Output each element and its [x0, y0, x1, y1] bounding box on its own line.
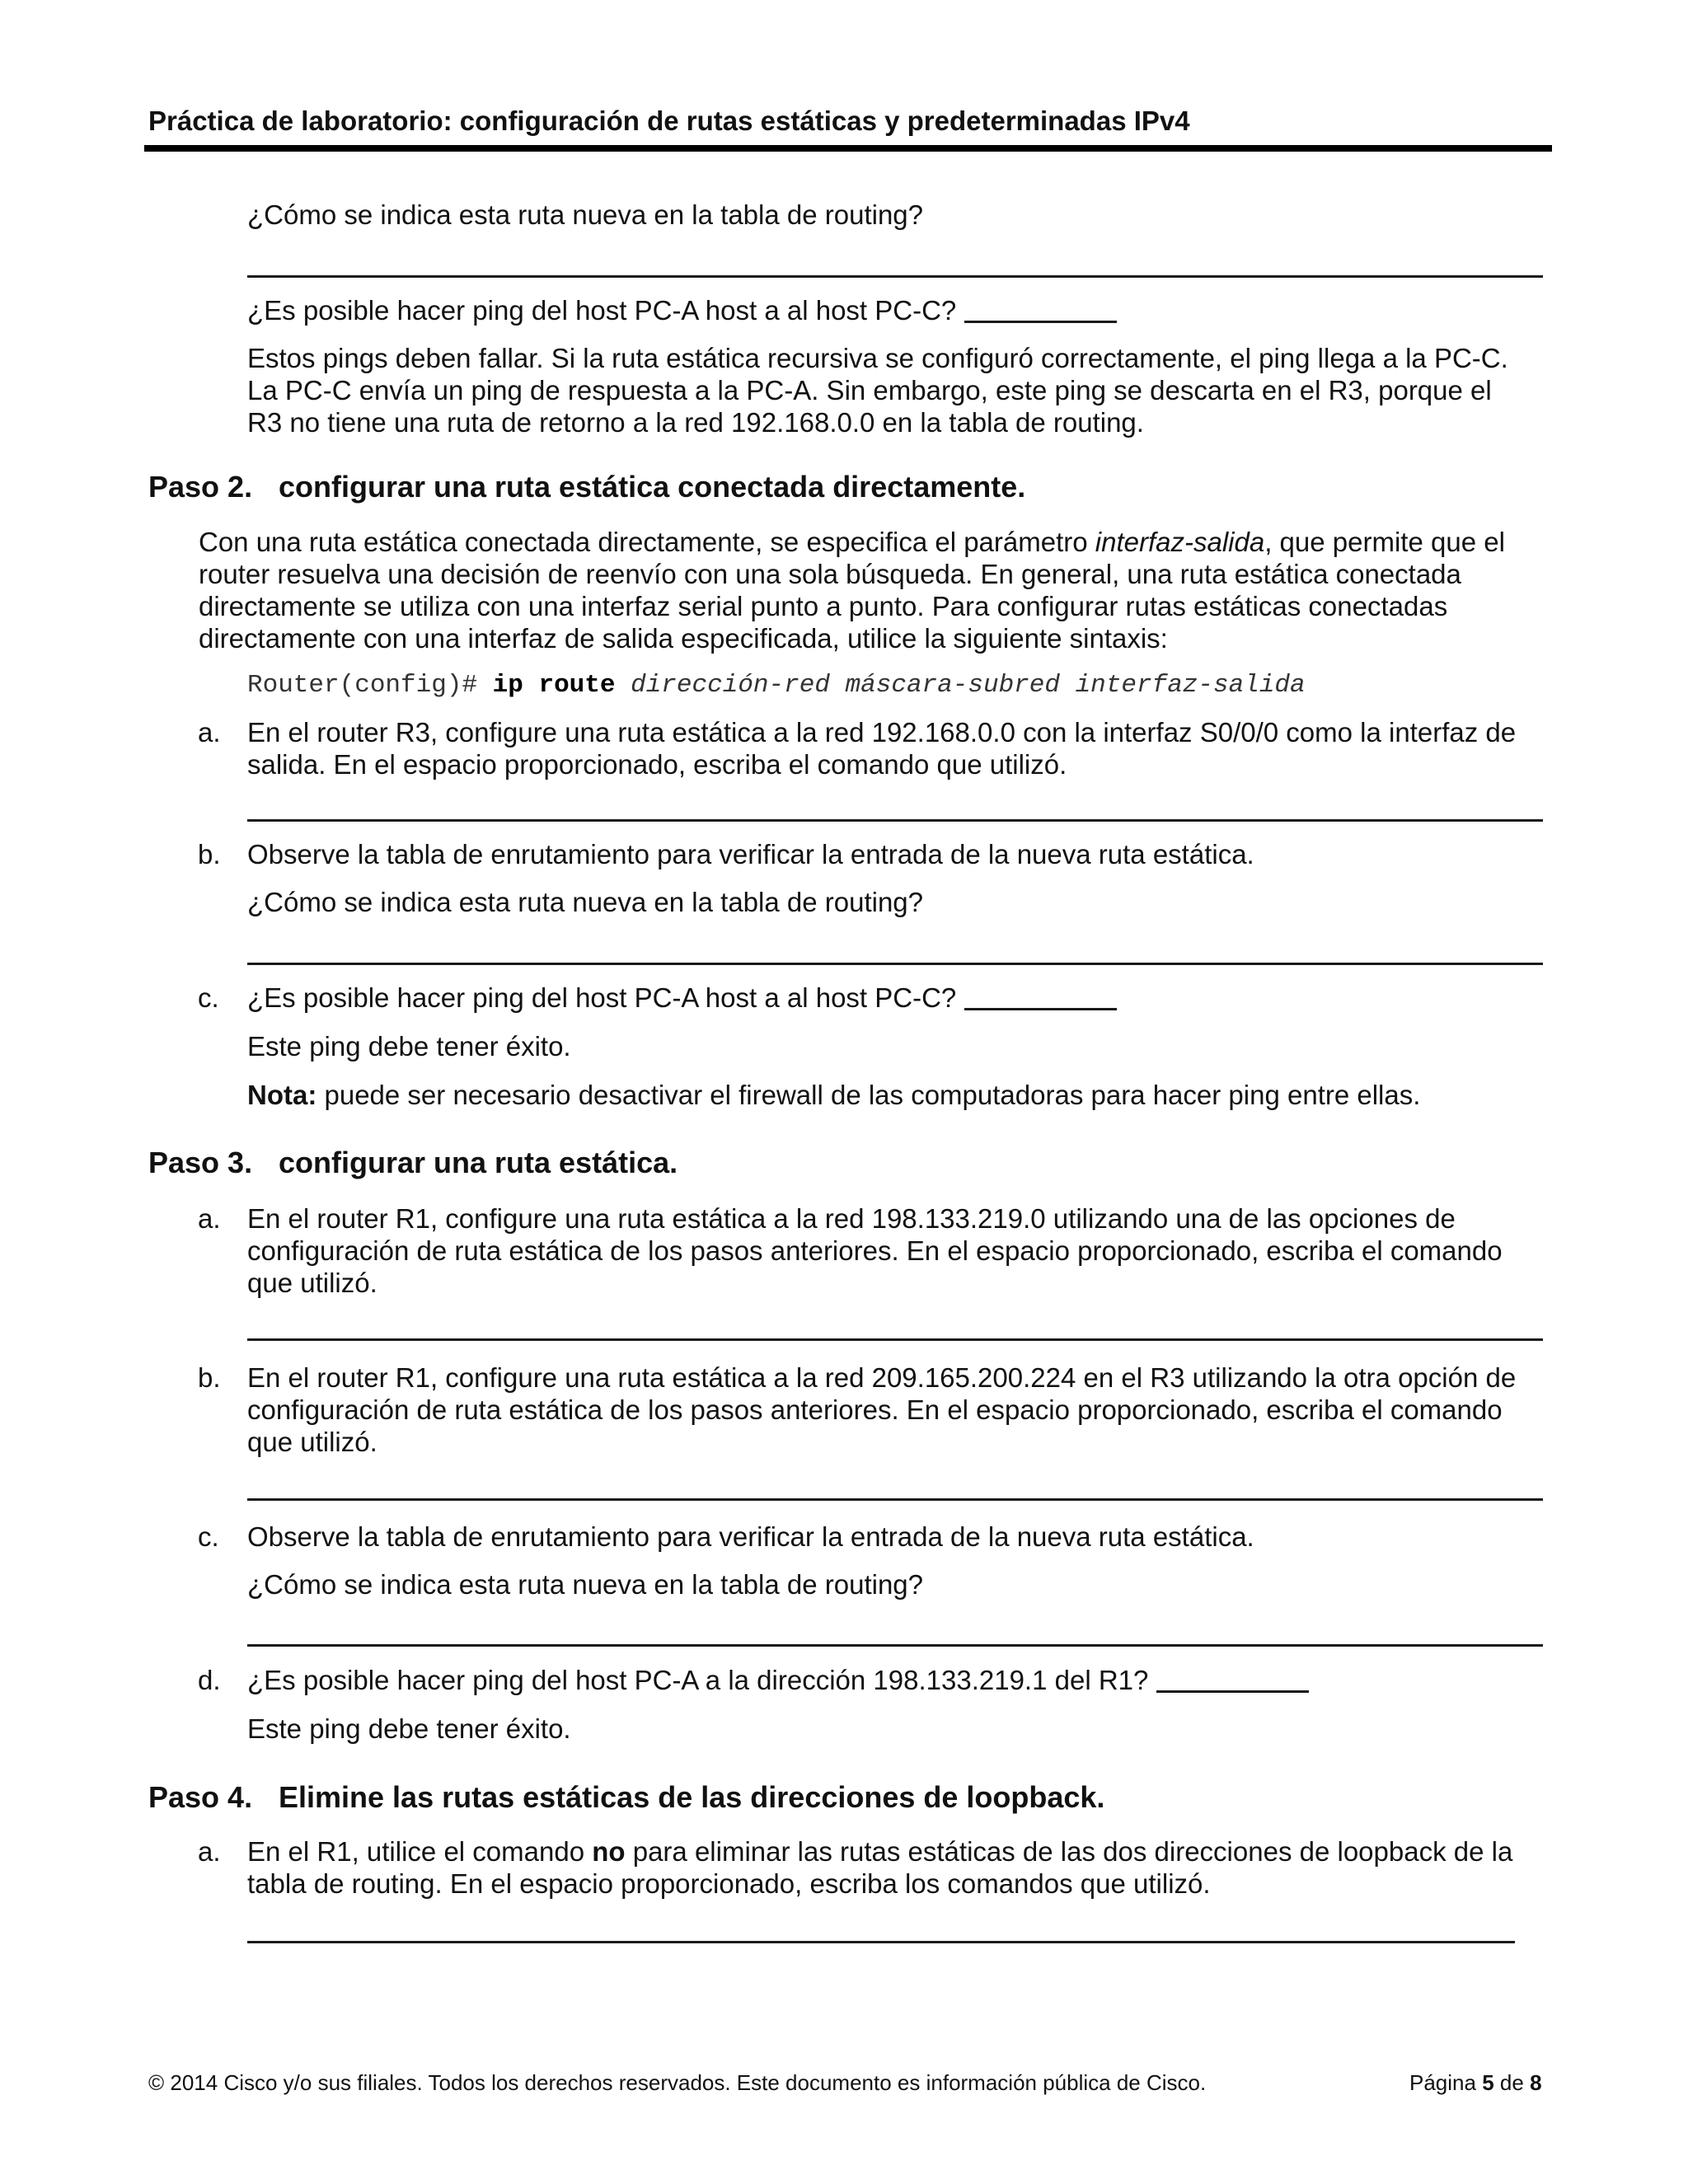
- step-3-item-b-letter: b.: [198, 1362, 221, 1393]
- answer-line-intro-1[interactable]: [247, 275, 1543, 278]
- explanation-line: Estos pings deben fallar. Si la ruta estática recursiva se configuró correctamente, el ping llega a la PC-C.: [247, 343, 1508, 373]
- footer-copyright: © 2014 Cisco y/o sus filiales. Todos los derechos reservados. Este documento es información pública de Cisco.: [148, 2070, 1207, 2095]
- step-4-item-a-letter: a.: [198, 1836, 221, 1867]
- step-2-item-c-question: ¿Es posible hacer ping del host PC-A host a al host PC-C?: [247, 982, 1117, 1014]
- step-3-item-d-question: ¿Es posible hacer ping del host PC-A a la dirección 198.133.219.1 del R1?: [247, 1664, 1309, 1696]
- step-2-number: Paso 2.: [148, 470, 253, 504]
- item-line: salida. En el espacio proporcionado, escriba el comando que utilizó.: [247, 749, 1067, 780]
- answer-line-step3-a[interactable]: [247, 1338, 1543, 1341]
- step-2-paragraph: [199, 526, 1505, 654]
- step-4-number: Paso 4.: [148, 1780, 253, 1814]
- step-2-note: Nota: puede ser necesario desactivar el firewall de las computadoras para hacer ping entre ellas.: [247, 1080, 1421, 1110]
- param-interfaz-salida: interfaz-salida: [1095, 527, 1265, 557]
- explanation-line: R3 no tiene una ruta de retorno a la red 192.168.0.0 en la tabla de routing.: [247, 407, 1144, 438]
- answer-blank-step3-d[interactable]: [1156, 1690, 1309, 1693]
- step-3-item-c-question: ¿Cómo se indica esta ruta nueva en la tabla de routing?: [247, 1569, 924, 1600]
- code-prompt: Router(config)#: [247, 671, 478, 700]
- step-3-item-b: [247, 1361, 1516, 1458]
- answer-line-step2-a[interactable]: [247, 819, 1543, 822]
- step-2-heading: [148, 470, 1025, 504]
- step-3-item-a-letter: a.: [198, 1203, 221, 1234]
- item-line: que utilizó.: [247, 1427, 377, 1457]
- item-line: configuración de ruta estática de los pasos anteriores. En el espacio proporcionado, escriba el comando: [247, 1235, 1503, 1266]
- item-line: En el R1, utilice el comando no para eliminar las rutas estáticas de las dos direcciones de loopback de la: [247, 1836, 1513, 1867]
- step-4-item-a: [247, 1835, 1512, 1900]
- step-2-item-a: [247, 716, 1516, 780]
- item-line: En el router R3, configure una ruta estática a la red 192.168.0.0 con la interfaz S0/0/0 como la interfaz de: [247, 717, 1517, 748]
- item-line: configuración de ruta estática de los pasos anteriores. En el espacio proporcionado, escriba el comando: [247, 1394, 1503, 1425]
- step-2-title: configurar una ruta estática conectada directamente.: [279, 470, 1026, 504]
- item-line: que utilizó.: [247, 1268, 377, 1298]
- item-line: En el router R1, configure una ruta estática a la red 209.165.200.224 en el R3 utilizando la otra opción de: [247, 1362, 1517, 1393]
- step-2-item-c-letter: c.: [198, 982, 219, 1013]
- explanation-line: La PC-C envía un ping de respuesta a la PC-A. Sin embargo, este ping se descarta en el R3, porque el: [247, 375, 1492, 405]
- note-label: Nota:: [247, 1080, 317, 1110]
- paragraph-line: directamente se utiliza con una interfaz serial punto a punto. Para configurar rutas estáticas conectadas: [199, 591, 1448, 621]
- step-3-item-c-letter: c.: [198, 1521, 219, 1552]
- step-4-heading: [148, 1780, 1104, 1815]
- item-line: En el router R1, configure una ruta estática a la red 198.133.219.0 utilizando una de las opciones de: [247, 1203, 1456, 1234]
- step-3-title: configurar una ruta estática.: [279, 1146, 678, 1179]
- paragraph-line: router resuelva una decisión de reenvío con una sola búsqueda. En general, una ruta estática conectada: [199, 559, 1461, 589]
- answer-blank-intro-ping[interactable]: [964, 321, 1117, 323]
- intro-question-ping: ¿Es posible hacer ping del host PC-A host a al host PC-C?: [247, 294, 1117, 326]
- answer-line-step3-c[interactable]: [247, 1644, 1543, 1647]
- step-2-item-b-line1: Observe la tabla de enrutamiento para verificar la entrada de la nueva ruta estática.: [247, 839, 1254, 869]
- paragraph-line: directamente con una interfaz de salida especificada, utilice la siguiente sintaxis:: [199, 623, 1168, 654]
- answer-line-step3-b[interactable]: [247, 1498, 1543, 1501]
- answer-line-step4-a[interactable]: [247, 1941, 1515, 1943]
- step-2-item-a-letter: a.: [198, 717, 221, 748]
- item-line: tabla de routing. En el espacio proporcionado, escriba los comandos que utilizó.: [247, 1868, 1211, 1899]
- step-4-title: Elimine las rutas estáticas de las direcciones de loopback.: [279, 1780, 1105, 1814]
- step-3-item-a: [247, 1202, 1503, 1299]
- document-header-title: Práctica de laboratorio: configuración de rutas estáticas y predeterminadas IPv4: [148, 105, 1190, 136]
- step-2-item-b-question: ¿Cómo se indica esta ruta nueva en la tabla de routing?: [247, 887, 924, 917]
- step-3-number: Paso 3.: [148, 1146, 253, 1179]
- step-3-item-d-result: Este ping debe tener éxito.: [247, 1713, 571, 1744]
- step-2-item-c-result: Este ping debe tener éxito.: [247, 1031, 571, 1062]
- header-rule: [144, 145, 1552, 152]
- syntax-code-line: [247, 671, 1306, 700]
- paragraph-line: Con una ruta estática conectada directamente, se especifica el parámetro interfaz-salida, que permite que el: [199, 527, 1505, 557]
- step-2-item-b-letter: b.: [198, 839, 221, 869]
- answer-blank-step2-c[interactable]: [964, 1008, 1117, 1010]
- intro-explanation: [247, 342, 1508, 438]
- footer-page-number: Página 5 de 8: [1409, 2070, 1542, 2095]
- answer-line-step2-b[interactable]: [247, 963, 1543, 965]
- code-command: ip route: [492, 671, 616, 700]
- step-3-heading: [148, 1146, 678, 1180]
- code-arguments: dirección-red máscara-subred interfaz-salida: [631, 671, 1306, 700]
- intro-question-routing: ¿Cómo se indica esta ruta nueva en la tabla de routing?: [247, 199, 924, 230]
- step-3-item-d-letter: d.: [198, 1665, 221, 1695]
- step-3-item-c-line1: Observe la tabla de enrutamiento para verificar la entrada de la nueva ruta estática.: [247, 1521, 1254, 1552]
- command-no: no: [592, 1836, 626, 1867]
